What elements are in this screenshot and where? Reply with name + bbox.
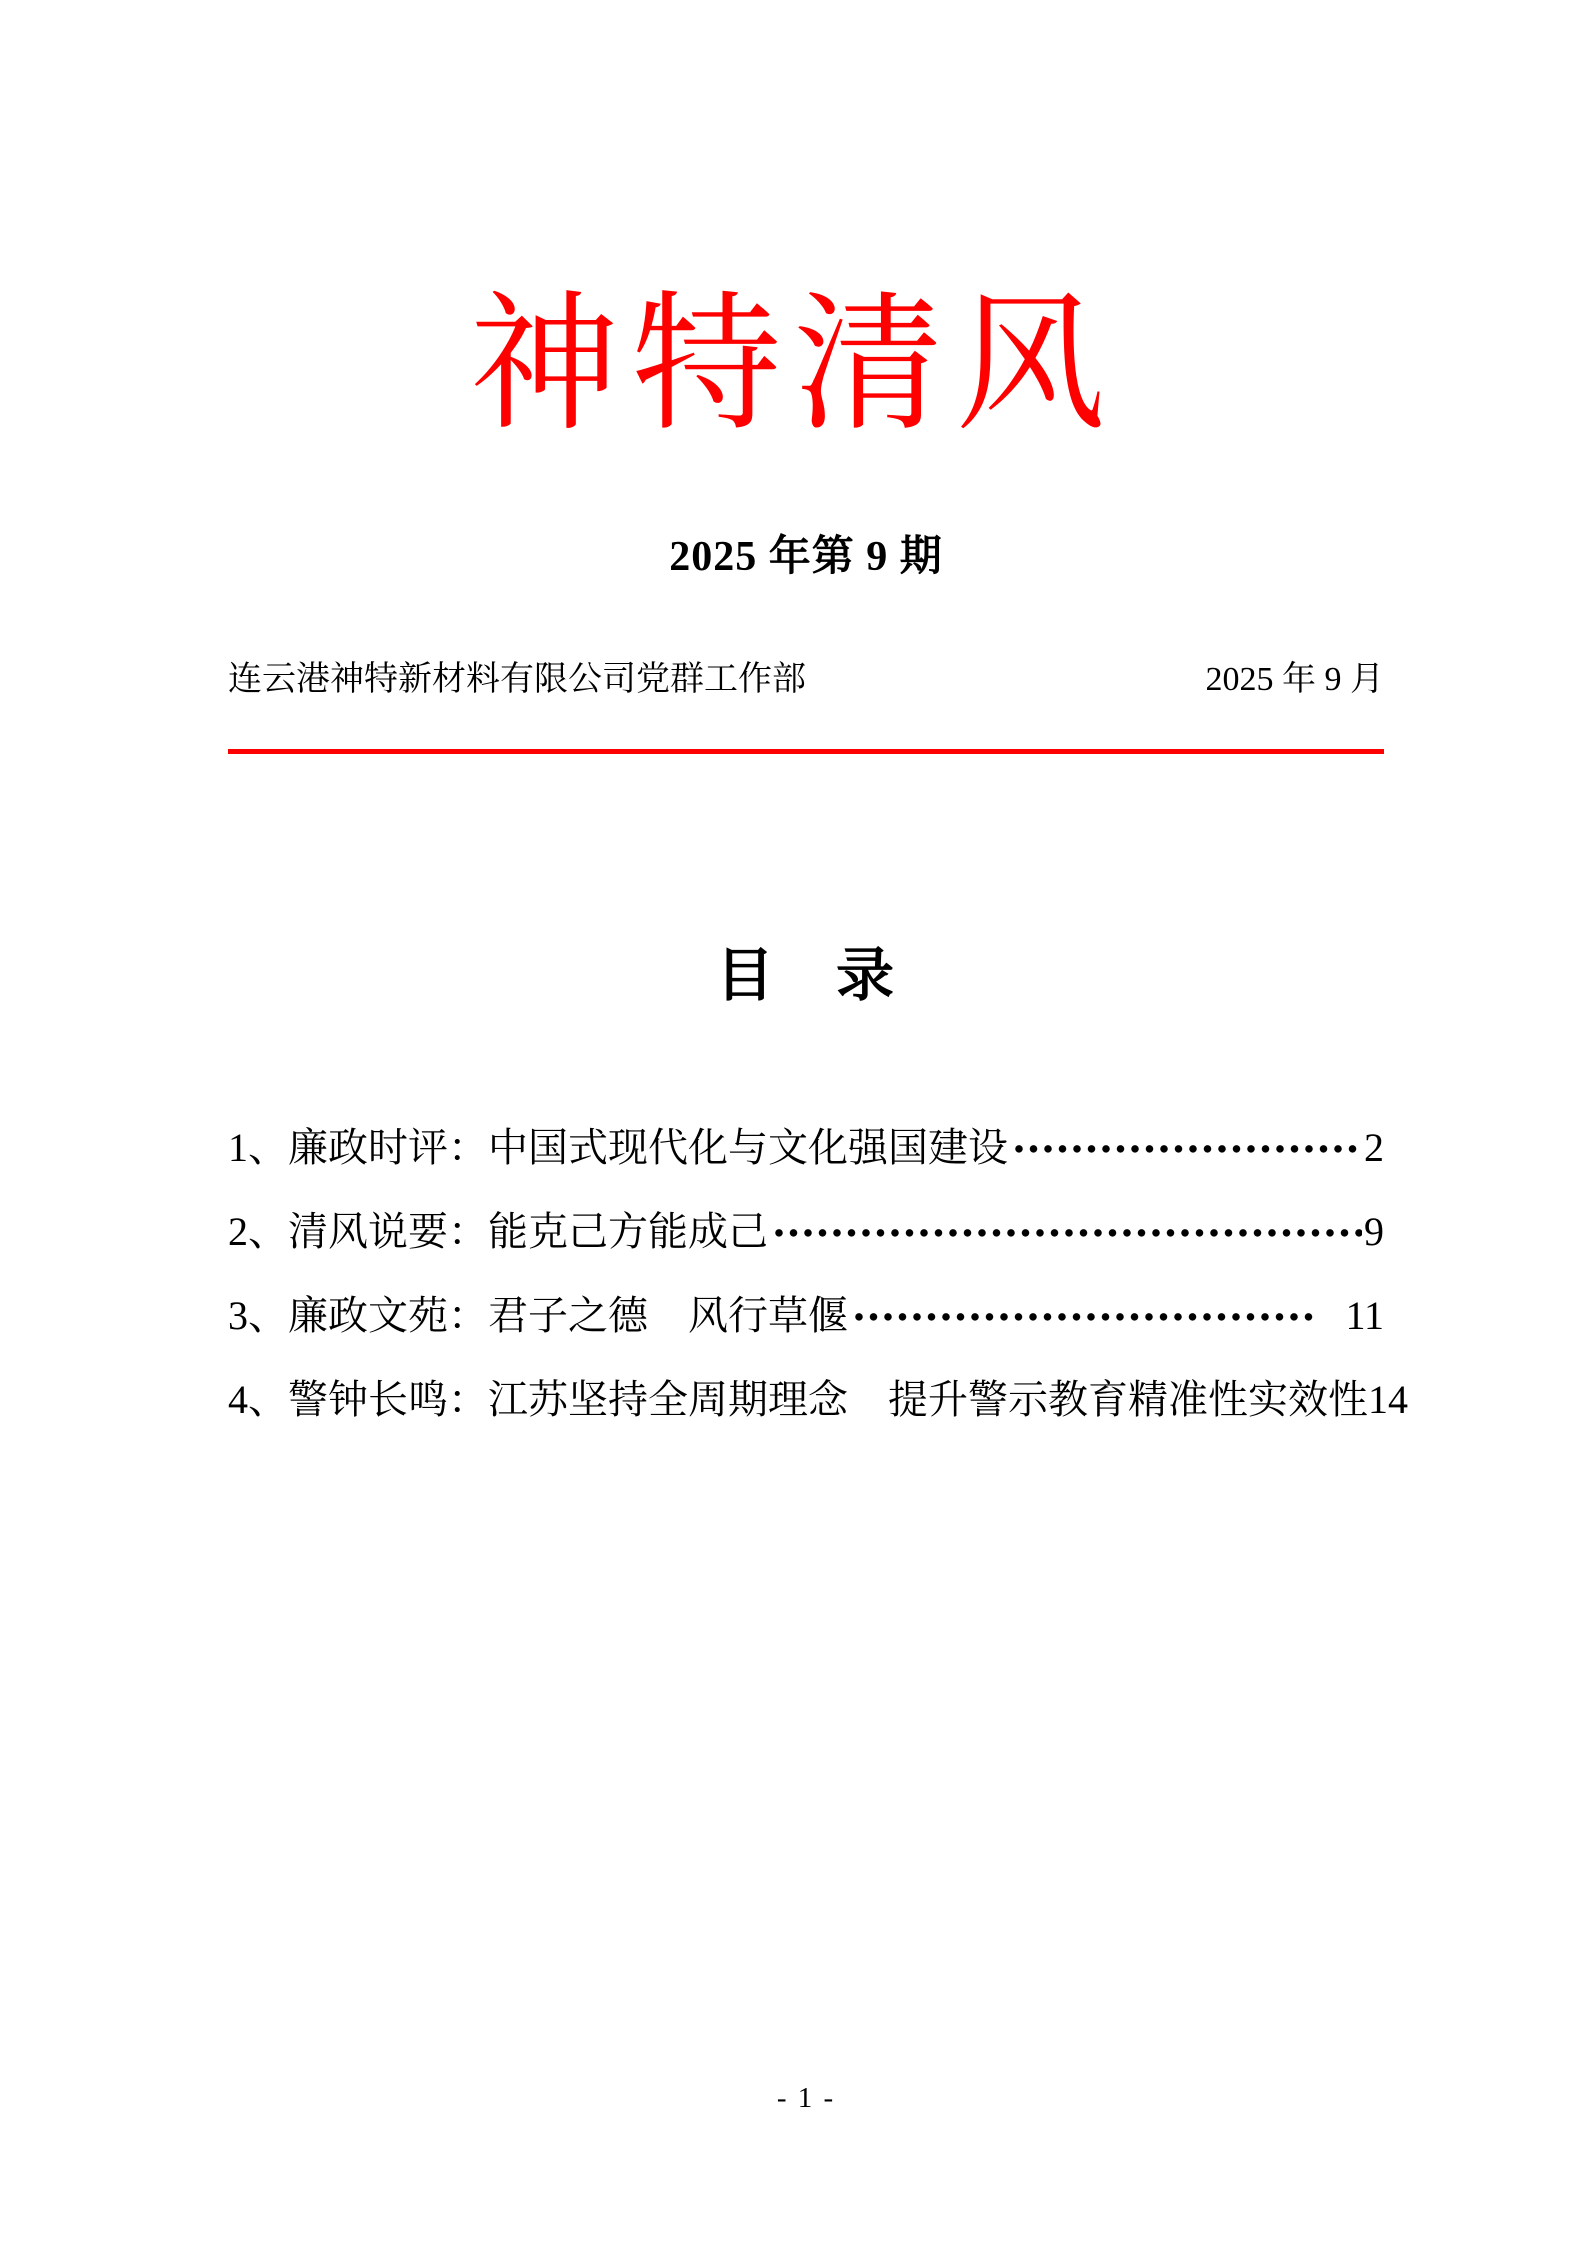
toc-item-1 <box>228 1126 1384 1170</box>
toc-list <box>228 1125 1408 1462</box>
toc-leader-dots <box>772 1210 1362 1254</box>
toc-item-title: 3、廉政文苑：君子之德 风行草偃 <box>228 1293 848 1338</box>
toc-item-title: 2、清风说要：能克己方能成己 <box>228 1209 768 1254</box>
issue-number: 2025 年第 9 期 <box>669 534 943 580</box>
toc-item-title: 1、廉政时评：中国式现代化与文化强国建设 <box>228 1125 1008 1170</box>
journal-title: 神特清风 <box>469 283 1118 449</box>
toc-leader-dots <box>1012 1126 1362 1170</box>
toc-item-title: 4、警钟长鸣：江苏坚持全周期理念 提升警示教育精准性实效性 <box>228 1377 1368 1422</box>
toc-item-page-number: 14 <box>1368 1377 1408 1422</box>
publisher-name: 连云港神特新材料有限公司党群工作部 <box>228 661 806 698</box>
page-number-footer: - 1 - <box>776 2082 836 2114</box>
toc-leader-dots <box>852 1294 1317 1338</box>
toc-item-page-number: 11 <box>1345 1293 1384 1338</box>
toc-item-page-number: 9 <box>1364 1209 1384 1254</box>
publication-info-row <box>228 660 1384 699</box>
toc-item-4 <box>228 1377 1408 1422</box>
toc-item-page-number: 2 <box>1364 1125 1384 1170</box>
toc-item-3 <box>228 1294 1384 1338</box>
toc-heading: 目 录 <box>715 943 896 1008</box>
red-divider-rule <box>228 749 1384 754</box>
publish-date: 2025 年 9 月 <box>1205 661 1384 698</box>
toc-item-2 <box>228 1210 1384 1254</box>
